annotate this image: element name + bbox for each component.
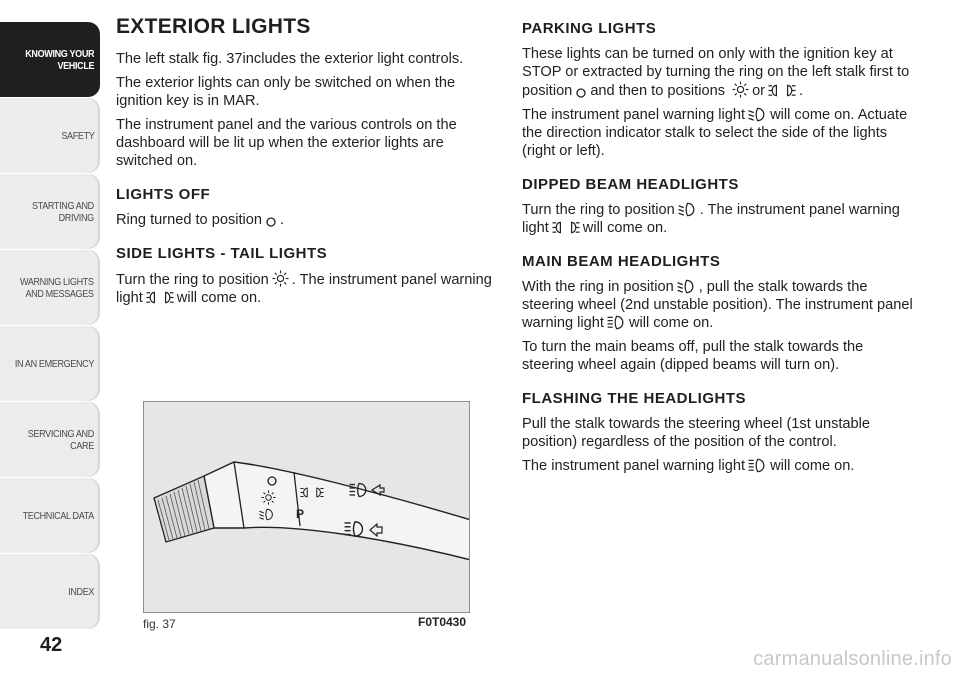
tab-starting-and-driving[interactable]	[0, 174, 100, 249]
tab-knowing-your-vehicle[interactable]	[0, 22, 100, 97]
tab-technical-data[interactable]	[0, 478, 100, 553]
tab-in-an-emergency[interactable]	[0, 326, 100, 401]
parking-lights-heading: PARKING LIGHTS	[522, 20, 657, 37]
lights-off-icon	[265, 213, 277, 227]
tail-lights-icon	[552, 220, 580, 235]
tab-warning-lights[interactable]	[0, 250, 100, 325]
side-lights-icon	[272, 270, 289, 287]
main-beam-off-text: To turn the main beams off, pull the stalk towards the steering wheel again (dipped beams will turn on).	[522, 339, 864, 373]
svg-text:P: P	[296, 507, 305, 521]
intro-paragraph: The left stalk fig. 37includes the exterior light controls.	[116, 51, 464, 67]
lights-off-icon	[575, 84, 587, 98]
flashing-warning-text: The instrument panel warning light will come on.	[522, 458, 855, 474]
main-beam-heading: MAIN BEAM HEADLIGHTS	[522, 253, 721, 270]
parking-warning-text: The instrument panel warning light will come on. Actuate the direction indicator stalk to select the side of the lights (right or left).	[522, 107, 908, 159]
tab-safety[interactable]	[0, 98, 100, 173]
lights-off-heading: LIGHTS OFF	[116, 186, 211, 203]
stalk-illustration	[143, 401, 470, 613]
figure-code: F0T0430	[418, 615, 467, 629]
right-column	[522, 18, 917, 481]
dipped-beam-icon	[748, 107, 767, 122]
tail-lights-icon	[768, 83, 796, 98]
chapter-tabs	[0, 22, 100, 630]
dipped-beam-icon	[678, 202, 697, 217]
page-number: 42	[40, 634, 63, 656]
lights-off-text: Ring turned to position .	[116, 212, 285, 228]
tab-label: KNOWING YOUR VEHICLE	[25, 47, 94, 72]
side-lights-heading: SIDE LIGHTS - TAIL LIGHTS	[116, 245, 328, 262]
left-column	[116, 15, 496, 313]
section-title: EXTERIOR LIGHTS	[116, 15, 311, 38]
figure-caption: fig. 37	[143, 617, 176, 631]
side-lights-warning-icon	[146, 290, 174, 305]
dashboard-paragraph: The instrument panel and the various controls on the dashboard will be lit up when the exterior lights are switched on.	[116, 117, 457, 169]
dipped-beam-icon	[677, 279, 696, 294]
flashing-text: Pull the stalk towards the steering wheel (1st unstable position) regardless of the position of the control.	[522, 416, 871, 450]
watermark: carmanualsonline.info	[753, 648, 952, 670]
main-beam-text: With the ring in position , pull the stalk towards the steering wheel (2nd unstable position). The instrument panel warning light will come on.	[522, 279, 913, 331]
tab-label: SAFETY	[60, 129, 94, 142]
dipped-beam-text: Turn the ring to position . The instrument panel warning light will come on.	[522, 202, 900, 236]
parking-lights-text: These lights can be turned on only with the ignition key at STOP or extracted by turning the ring on the left stalk first to position and then to positions or .	[522, 46, 910, 99]
side-lights-icon	[732, 81, 749, 98]
tab-servicing-and-care[interactable]	[0, 402, 100, 477]
tab-label: INDEX	[68, 585, 94, 598]
tab-label: TECHNICAL DATA	[22, 509, 94, 522]
main-beam-icon	[748, 458, 767, 473]
tab-index[interactable]	[0, 554, 100, 629]
ignition-paragraph: The exterior lights can only be switched on when the ignition key is in MAR.	[116, 75, 456, 109]
tab-label: SERVICING AND CARE	[27, 427, 94, 452]
tab-label: IN AN EMERGENCY	[14, 357, 94, 370]
tab-label: WARNING LIGHTS AND MESSAGES	[20, 275, 94, 300]
main-beam-icon	[607, 315, 626, 330]
flashing-heading: FLASHING THE HEADLIGHTS	[522, 390, 746, 407]
tab-label: STARTING AND DRIVING	[32, 199, 94, 224]
side-lights-text: Turn the ring to position . The instrument panel warning light will come on.	[116, 272, 492, 306]
dipped-beam-heading: DIPPED BEAM HEADLIGHTS	[522, 176, 739, 193]
